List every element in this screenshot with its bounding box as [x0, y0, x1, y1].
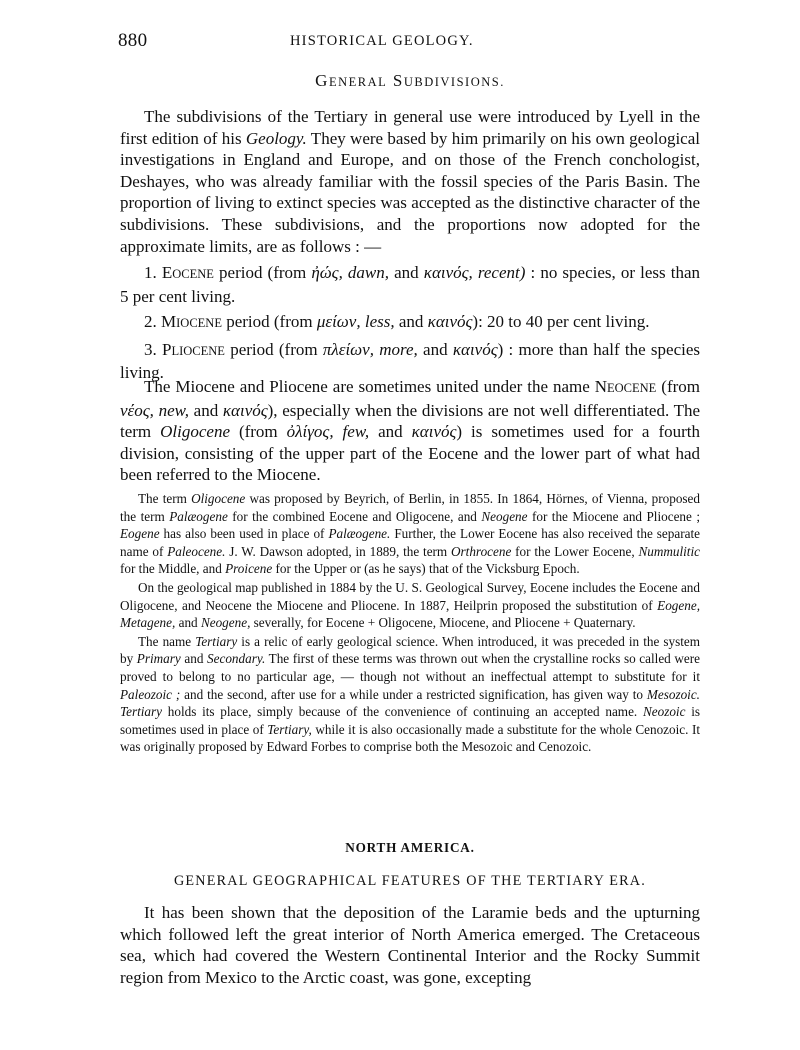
final-paragraph: It has been shown that the deposition of the Laramie beds and the upturning which followed left the great interior of North America emerged. The Cretaceous sea, which had covered the Western Continental Interior and the Rocky Summit region from Mexico to the Arctic coast, was gone, excepting: [120, 903, 700, 987]
note-text: while it is also occasionally made a substitute for the whole Cenozoic. It was originally proposed by Edward Forbes to comprise both the Mesozoic and Cenozoic.: [120, 721, 701, 755]
list-and: and: [389, 263, 424, 282]
title-cap-1: G: [315, 71, 329, 90]
list-name-rest: LIOCENE: [171, 343, 225, 358]
intro-paragraph: [120, 106, 700, 257]
note-text: The term: [138, 491, 192, 506]
note-term: Paleozoic ;: [120, 686, 181, 702]
note-text: On the geological map published in 1884 by the U. S. Geological Survey, Eocene includes the Eocene and Oligocene, and Neocene the Miocene and Pliocene. In 1887, Heilprin proposed the substitution of: [120, 579, 700, 613]
list-name-cap: M: [161, 312, 177, 332]
notes-block: [120, 490, 700, 756]
list-greek-2: καινός: [452, 339, 498, 359]
note-text: is sometimes used in place of: [120, 704, 700, 737]
note-2: [120, 579, 700, 632]
intro-paragraph-block: [120, 106, 700, 257]
list-gloss-1: less,: [360, 312, 395, 332]
title-cap-2: S: [392, 71, 404, 90]
list-greek-1: πλείων,: [322, 339, 374, 359]
note-term: Mesozoic.: [646, 686, 700, 702]
list-pre: period (from: [213, 263, 312, 282]
list-number: 1.: [144, 263, 162, 282]
note-text: J. W. Dawson adopted, in 1889, the term: [225, 543, 452, 559]
note-text: for the Middle, and: [120, 561, 226, 577]
note-term: Paleocene.: [167, 543, 226, 559]
neocene-greek-2: καινός: [222, 400, 268, 420]
intro-text-2: They were based by him primarily on his own geological investigations in England and Europe, and on those of the French conchologist, Deshayes, who was already familiar with the fossil species of the Paris Basin. The proportion of living to extinct species was accepted as the distinctive character of the subdivisions. These subdivisions, and the proportions now adopted for the approximate limits, are as follows : —: [120, 128, 700, 256]
list-name-rest: IOCENE: [176, 316, 222, 331]
list-post: : no species, or less than 5 per cent living.: [120, 263, 701, 306]
neocene-greek-3: ὀλίγος,: [286, 422, 334, 442]
note-3: [120, 633, 700, 756]
note-text: The first of these terms was thrown out when the crystalline rocks so called were proved to belong to no particular age, — though not without an ineffectual attempt to substitute for it: [120, 651, 700, 684]
note-text: and: [175, 615, 201, 631]
neocene-rest: EOCENE: [607, 381, 657, 395]
note-term: Neozoic: [642, 704, 686, 720]
list-number: 2.: [144, 312, 161, 332]
note-text: holds its place, simply because of the convenience of continuing an accepted name.: [162, 704, 643, 720]
note-text: for the Lower Eocene,: [511, 543, 639, 559]
subdivision-list: [120, 262, 700, 384]
list-number: 3.: [144, 339, 163, 359]
final-paragraph-block: [120, 902, 700, 988]
neocene-term: Oligocene: [160, 422, 230, 442]
note-term: Eogene, Metagene,: [120, 597, 700, 631]
neocene-greek-4: καινός: [411, 422, 457, 442]
note-term: Primary: [136, 651, 181, 667]
note-term: Proicene: [225, 561, 273, 577]
note-term: Oligocene: [191, 491, 246, 506]
note-text: The name: [138, 633, 196, 649]
running-head: HISTORICAL GEOLOGY.: [290, 33, 474, 49]
list-name-rest: OCENE: [172, 267, 214, 281]
neocene-text-5: (from: [229, 422, 287, 442]
note-text: has also been used in place of: [159, 526, 329, 542]
note-text: is a relic of early geological science. When introduced, it was preceded in the system by: [120, 633, 701, 667]
note-term: Neogene,: [200, 615, 251, 631]
list-post: ) : more than half the species living.: [120, 339, 701, 383]
page-number: 880: [118, 30, 148, 51]
north-america-heading-block: [120, 840, 700, 856]
list-greek-2: καινός: [427, 312, 473, 332]
note-text: for the combined Eocene and Oligocene, and: [227, 508, 482, 524]
section-title-block: [120, 70, 700, 93]
note-text: severally, for Eocene + Oligocene, Miocene, and Pliocene + Quaternary.: [250, 615, 636, 631]
note-term: Nummulitic: [638, 543, 700, 559]
neocene-text-1: The Miocene and Pliocene are sometimes united under the name: [144, 377, 595, 396]
list-post: ): 20 to 40 per cent living.: [472, 312, 650, 332]
list-gloss-1: dawn,: [342, 263, 390, 282]
neocene-paragraph: [120, 376, 700, 486]
note-term: Neogene: [481, 508, 528, 524]
neocene-cap: N: [594, 377, 608, 396]
note-text: for the Miocene and Pliocene ;: [527, 508, 700, 524]
list-and: and: [394, 312, 428, 332]
note-term: Tertiary,: [267, 721, 312, 737]
list-and: and: [417, 339, 453, 359]
note-term: Tertiary: [120, 704, 163, 720]
note-term: Eogene: [120, 526, 160, 542]
note-term: Palæogene: [169, 508, 228, 524]
list-pre: period (from: [221, 312, 317, 332]
list-pre: period (from: [224, 339, 323, 359]
note-text: and: [180, 651, 208, 667]
page-header: [0, 30, 800, 54]
note-text: and the second, after use for a while under a restricted signification, has given way to: [180, 686, 647, 702]
list-gloss-1: more,: [373, 339, 418, 359]
neocene-text-7: ) is sometimes used for a fourth division, consisting of the upper part of the Eocene and the lower part of what had been referred to the Miocene.: [120, 422, 700, 485]
list-greek-1: ἠώς,: [311, 263, 343, 282]
neocene-greek-1: νέος,: [120, 400, 154, 420]
list-gloss-2: recent): [472, 263, 526, 282]
list-item-eocene: [120, 262, 700, 307]
list-greek-1: μείων,: [316, 312, 361, 332]
title-rest-2: UBDIVISIONS.: [403, 75, 505, 89]
neocene-text-2: (from: [656, 377, 700, 396]
north-america-heading: NORTH AMERICA.: [345, 840, 475, 855]
note-term: Secondary.: [207, 651, 266, 667]
list-item-miocene: [120, 311, 700, 335]
geo-features-heading: GENERAL GEOGRAPHICAL FEATURES OF THE TERTIARY ERA.: [173, 873, 647, 889]
intro-text-1: The subdivisions of the Tertiary in general use were introduced by Lyell in the first edition of his: [120, 107, 700, 148]
note-text: for the Upper or (as he says) that of the Vicksburg Epoch.: [272, 561, 580, 577]
intro-book-title: Geology.: [245, 128, 307, 148]
title-rest-1: ENERAL: [328, 75, 388, 89]
list-name-cap: P: [162, 339, 172, 359]
geo-heading-block: [120, 873, 700, 890]
note-term: Tertiary: [195, 633, 238, 649]
neocene-paragraph-block: [120, 376, 700, 486]
section-title: [120, 70, 700, 93]
list-name-cap: E: [161, 263, 173, 282]
neocene-text-3: and: [188, 400, 223, 420]
neocene-gloss-1: new,: [153, 400, 189, 420]
note-1: [120, 490, 700, 578]
list-greek-2: καινός,: [423, 263, 473, 282]
note-text: Further, the Lower Eocene has also received the separate name of: [120, 526, 700, 559]
neocene-gloss-3: few,: [333, 422, 370, 442]
note-term: Palæogene.: [328, 526, 391, 542]
neocene-text-4: ), especially when the divisions are not well differentiated. The term: [120, 400, 701, 442]
note-term: Orthrocene: [451, 543, 512, 559]
note-text: was proposed by Beyrich, of Berlin, in 1855. In 1864, Hörnes, of Vienna, proposed the term: [120, 491, 700, 524]
neocene-text-6: and: [369, 422, 412, 442]
